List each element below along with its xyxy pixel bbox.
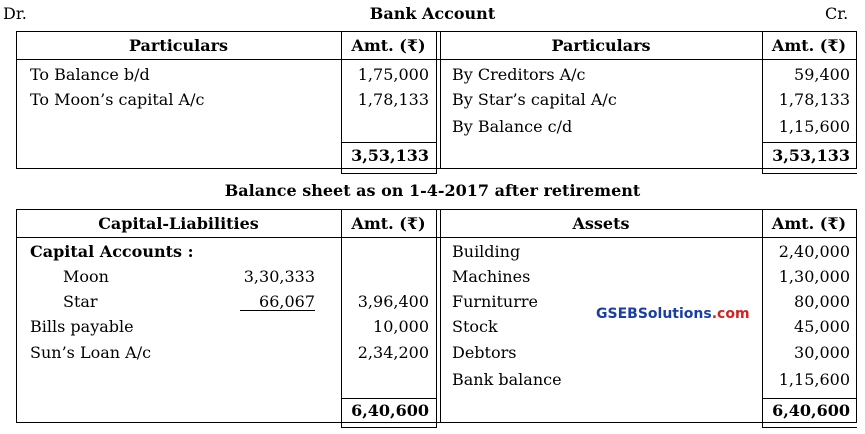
asset-label: Machines [452, 267, 531, 286]
capital-accounts-label: Capital Accounts : [30, 242, 194, 261]
bills-payable-amount: 10,000 [373, 317, 429, 336]
bank-left-total: 3,53,133 [351, 146, 429, 165]
star-amount: 66,067 [259, 292, 315, 311]
suns-loan-amount: 2,34,200 [357, 343, 429, 362]
cr-label: Cr. [825, 4, 849, 23]
watermark-part-solutions: Solutions [637, 306, 712, 322]
bank-left-row-amount: 1,75,000 [357, 65, 429, 84]
bank-left-row-amount: 1,78,133 [357, 90, 429, 109]
bank-right-row-amount: 1,15,600 [778, 117, 850, 136]
bank-left-row-label: To Balance b/d [30, 65, 150, 84]
bs-assets-header: Assets [572, 214, 630, 233]
bills-payable-label: Bills payable [30, 317, 134, 336]
bank-right-row-label: By Star’s capital A/c [452, 90, 617, 109]
asset-amount: 80,000 [794, 292, 850, 311]
asset-amount: 1,30,000 [778, 267, 850, 286]
star-label: Star [63, 292, 98, 311]
moon-amount: 3,30,333 [243, 267, 315, 286]
asset-label: Debtors [452, 343, 517, 362]
asset-label: Stock [452, 317, 498, 336]
balance-sheet-title: Balance sheet as on 1-4-2017 after retirement [224, 181, 641, 200]
dr-label: Dr. [3, 4, 27, 23]
bank-right-particulars-header: Particulars [551, 36, 651, 55]
bank-left-row-label: To Moon’s capital A/c [30, 90, 205, 109]
bank-left-amount-header: Amt. (₹) [351, 36, 426, 55]
asset-label: Bank balance [452, 370, 562, 389]
bs-liabilities-header: Capital-Liabilities [98, 214, 259, 233]
moon-label: Moon [63, 267, 109, 286]
bank-right-row-amount: 1,78,133 [778, 90, 850, 109]
bs-right-total: 6,40,600 [772, 401, 850, 420]
asset-amount: 1,15,600 [778, 370, 850, 389]
suns-loan-label: Sun’s Loan A/c [30, 343, 152, 362]
watermark-logo [596, 305, 750, 323]
bank-right-amount-header: Amt. (₹) [771, 36, 847, 55]
asset-amount: 2,40,000 [778, 242, 850, 261]
asset-label: Building [452, 242, 521, 261]
bs-left-amount-header: Amt. (₹) [351, 214, 426, 233]
asset-label: Furniturre [452, 292, 538, 311]
watermark-part-com: .com [711, 306, 750, 322]
bank-right-row-label: By Balance c/d [452, 117, 573, 136]
asset-amount: 30,000 [794, 343, 850, 362]
asset-amount: 45,000 [794, 317, 850, 336]
watermark-part-gseb: GSEB [596, 306, 638, 322]
bs-left-total: 6,40,600 [351, 401, 429, 420]
bank-right-row-amount: 59,400 [794, 65, 850, 84]
bank-right-total: 3,53,133 [772, 146, 850, 165]
bank-right-row-label: By Creditors A/c [452, 65, 586, 84]
bs-right-amount-header: Amt. (₹) [771, 214, 847, 233]
bank-left-particulars-header: Particulars [128, 36, 229, 55]
bank-account-title: Bank Account [369, 4, 496, 23]
capital-total: 3,96,400 [357, 292, 429, 311]
